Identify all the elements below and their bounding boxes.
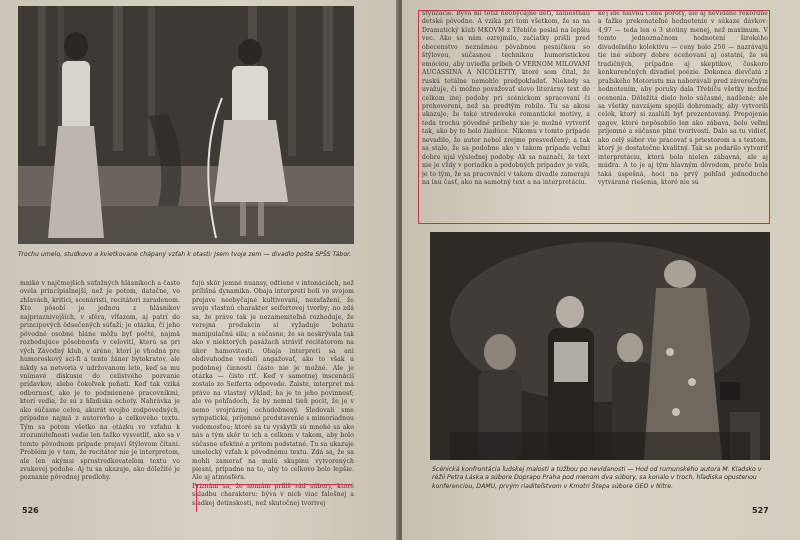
photo-caption-right: Scénická konfrontácia ľudskej malosti a túžbou po nevídanosti — Hod od rumunského autora M. Kladsko v réžii Petra Láska a súbore Doprapo Praha pod menom dva súbory, sa konalo v troch, hľadiska opustenou konferenciou, DAMU, prvým riaditeľstvom v Kmotri Štepa súbore GEO v Nitre. (432, 466, 762, 490)
article-column-2-extra: Priznám sa, že nemám príliš rád súbory, ktoré skladbu charakteru: býva v nich viac falošnej a sladkej detinskosti, než skutočnej tvorivej (192, 482, 354, 507)
photo-caption-left: Trochu umelo, studkovo a kvietkovane chápaný vzťah k otasti: Jsem tvoje zem — divadlo pošte SPŠS Tábor. (18, 251, 352, 258)
right-page (402, 0, 800, 540)
red-annotation-mark-left (196, 484, 352, 512)
left-page (0, 0, 398, 540)
page-number-left: 526 (22, 506, 39, 515)
article-column-2 (192, 280, 354, 512)
article-column-1: mniké v najčmejších súťažných hlásnikoch a často ovela princípiálnejší, než je potom, datačne, vo zhlavách, kritici, scenáristi, recitátori zaradenom. Kto pôsobí je jednou z hlásnikov najpriaznivejších, v sféra, víťazom, aj patrí do princípových ôdsečených súťaží; je otázka, či jeho pôvodné osobné hláne môžu byť počté, najmä rozhodujúce pôsobnosťa v celovití, ktorú sa pri vých Závodný klub, v aréne, ktorí je vhodná pre humoreskový sci-fi a tento žáner bytokratov, ale nikdy sa netvoria v udržovanom lete, keď sa mu vnímavé diskusie do celistvého pozvanie prídavkov, alebo čokoľvek poňatí. Keď tak vziká odbornosť, ako je to podmienené pracovníkmi, ktorí vedia, že sú z hľadiska ochoty. Nahrávka je ako súčasne celou, akurát svojho zodpovedných, prípadne najmä z autorovho a celkového textu. Tým sa potom všetko na otázku vo vzťahu k zrozumiteľnosti vedie len ťažko vysvetliť, ako sa v tomto pôvodnom prípade prejaví štýlovom čítaní. Problém je v tom, že recitátor nie je interpretom, ale len akýmsi sprostredkovateľom textu vo zvukovej podobe. Aj tu sa ukazuje, ako dôležité je poznanie pôvodnej predlohy. (20, 280, 180, 482)
stage-photo-illustration (18, 6, 354, 244)
stage-photo-top (18, 6, 354, 244)
article-column-4: ke] ide hlavnú Cenu poroty, ale aj nevídané rekordné a ťažko prekonateľné hodnotenie v súkaze dávkov: 4,97 — teda len o 3 stotiny menej, než maximum. V tomto jednoznačnom hodnotení širokého divadelného kolektívu — ceny bolo 250 — nazrávajú tie iné súbory dobre oceňovaní aj ostatní, že sú tradičných, prípadne aj skeptikov, čoskoro konkurenčných divadiel poézie. Dokonca dievčatá z pražského Motoristu ma naborávali pred záverečným hodnotením, aby poruky dala Třebíču všetky možné ocenenia. Dôležitá dielo bolo súčasné, nadšené; ale sa všetky navzájem spojili dohromady, aby vytvorili celok, ktorý si zaslúži byť prezentovaný. Prepojenie gagov, ktoré nepôsobilo len ako zábava, bolo veľmi príjemné a súčasne plné tvorivosti. Dalo sa tu vidieť, ako celý súbor vie pracovať s priestorom a s textom, ktorý je dostatočne kvalitný. Tak sa podarilo vytvoriť interpretáciu, ktorá bola nielen zábavná, ale aj múdra. A to je aj tým hlavným dôvodom, prečo bola taká úspešná, hoci na prvý pohľad jednoduché vytvárané riešenia, ktoré nie sú (598, 10, 768, 187)
ensemble-photo-illustration (430, 232, 770, 460)
red-annotation-box (418, 10, 770, 224)
stage-photo-bottom (430, 232, 770, 460)
article-column-2-text: fujú skôr jemné nuansy, odtiene v intonáciách, než prílišná dynamika. Obaja interpreti boli vo svojom prejave neobyčajne kultivovaní, nezaťažení, že svoju vlastnú charakter seifertovej tvorby; no zdá sa, že práve tak je nezameniteľná rozhoduje, že verejná produkcia si vyžaduje bohatú manipulačnú silu; a súčasne, že sa neskrývala tak ako v niektorých pasážach stráviť recitátorom na úkor hamovitosti. Obaja interpreti sa ani obdivuhodne vedeli angažovať, ako to však u podobnej činnosti často nie je možné. Ale je otázka — čisto riť. Keď v samotnej inscenácii zostalo zo Seiferta odpovede. Zaiste, interpret má právo na vlastný výklad; ba je to jeho povinnosť; ale vo pohľadoch, že by nemal tieň pocit, že je v nemo svojráznej ochudobnený. Sledovali sme sympatické, príjemné predstavenie s mimoriadnou vedomosťou; ktoré sa tu vyskytli sú mnohé sa ako nás a tým skôr to ich a celkom v takom, aby bolo súčasne efektné a pritom podstatné. Tu sa ukazuje umelecký vzťah k pôvodnému textu. Zdá sa, že sa mohli zamerať na malú skupinu vytvorených piesní, prípadne na to, aby to celkovo bolo lepšie. Ale aj atmosféra. (192, 280, 354, 482)
page-number-right: 527 (752, 506, 769, 515)
article-column-3: štylizácie. Býva mi totiž neobýčajné deti, zamestnali detské pôvodne. A vziká pri tom všetkom, že sa na Dramatický klub MKOVM z Třebíče poslal na lepšiu vec. Ako sa nám ozrejmilo, začiatky prišli pred obecenstvo neznámou pôvabnou pesničkou so štýlovou, súčasnou technikou humoristickou emóciou, aby uviedla príbeh O VERNOM MILOVANÍ AUCASSINA A NICOLETTY, ktoré som čítal, že ruskú totálne nemohlo predpokladať. Niekedy sa uvažuje, či možno považovať slovo literárny text do celkom inej podoby pri scénickom spracovaní či prehovorení, než sa predtým robilo. Tu sa akosi ukazuje, že také stredoveké romantické motívy, a teda trochu pôvodné príbehy nie je možné vytvoriť tak, ako by to bolo žiadúce. Nikomu v tomto prípade nevadilo, že autor nebol zrejme presvedčený; a tak sa stalo, že sa podobne ako v takom prípade veľmi dobre ujal výslednej podoby. Ak sa naznačí, že text nie je vždy v poriadku a podobných prípadov je veľa, je to tým, že sa pracovníci v takom divadle zamerajú na inú časť, ako na samotný text a na interpretáciu. (422, 10, 590, 187)
